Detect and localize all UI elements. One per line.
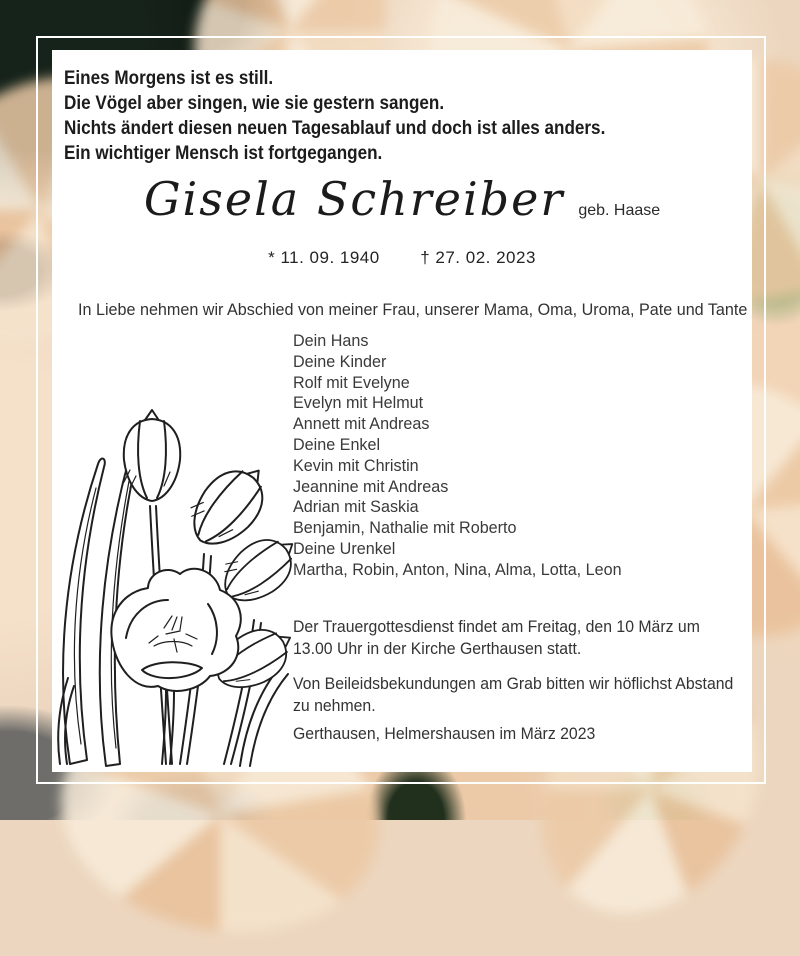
mourner-line: Annett mit Andreas [293, 414, 430, 434]
mourner-line: Dein Hans [293, 331, 369, 350]
poem-line: Die Vögel aber singen, wie sie gestern sangen. [64, 93, 445, 114]
mourner-line: Jeannine mit Andreas [293, 476, 449, 496]
condolence-line: zu nehmen. [293, 696, 376, 715]
condolence-line: Von Beileidsbekundungen am Grab bitten wir höflichst Abstand [293, 674, 734, 693]
life-dates-row [52, 248, 752, 268]
maiden-name: geb. Haase [578, 202, 661, 219]
poem-line: Nichts ändert diesen neuen Tagesablauf und doch ist alles anders. [64, 118, 606, 139]
closing-place-date-line: Gerthausen, Helmershausen im März 2023 [293, 724, 596, 743]
death-cross-symbol: † [420, 248, 431, 267]
deceased-name: Gisela Schreiber [143, 172, 565, 226]
memorial-card [52, 50, 752, 772]
poem-line: Ein wichtiger Mensch ist fortgegangen. [64, 143, 383, 164]
mourner-line: Benjamin, Nathalie mit Roberto [293, 518, 517, 538]
mourner-line: Adrian mit Saskia [293, 497, 419, 517]
farewell-intro-line: In Liebe nehmen wir Abschied von meiner Frau, unserer Mama, Oma, Uroma, Pate und Tante [78, 300, 748, 319]
condolence-note [293, 673, 733, 717]
mourner-line: Deine Enkel [293, 434, 381, 454]
mourners-list [293, 331, 622, 581]
birth-symbol: * [268, 248, 276, 267]
service-line: 13.00 Uhr in der Kirche Gerthausen statt. [293, 639, 582, 658]
mourner-line: Rolf mit Evelyne [293, 372, 410, 392]
death-date: 27. 02. 2023 [435, 248, 536, 267]
service-line: Der Trauergottesdienst findet am Freitag, den 10 März um [293, 617, 700, 636]
mourner-line: Martha, Robin, Anton, Nina, Alma, Lotta, Leon [293, 559, 622, 579]
service-info [293, 616, 700, 660]
mourner-line: Evelyn mit Helmut [293, 393, 424, 413]
deceased-name-row [52, 172, 752, 226]
memorial-poem [64, 66, 605, 166]
mourner-line: Kevin mit Christin [293, 455, 419, 475]
birth-date: 11. 09. 1940 [280, 248, 380, 267]
mourner-line: Deine Urenkel [293, 538, 396, 558]
mourner-line: Deine Kinder [293, 351, 387, 371]
tulip-line-art-illustration [54, 406, 296, 768]
poem-line: Eines Morgens ist es still. [64, 68, 274, 89]
